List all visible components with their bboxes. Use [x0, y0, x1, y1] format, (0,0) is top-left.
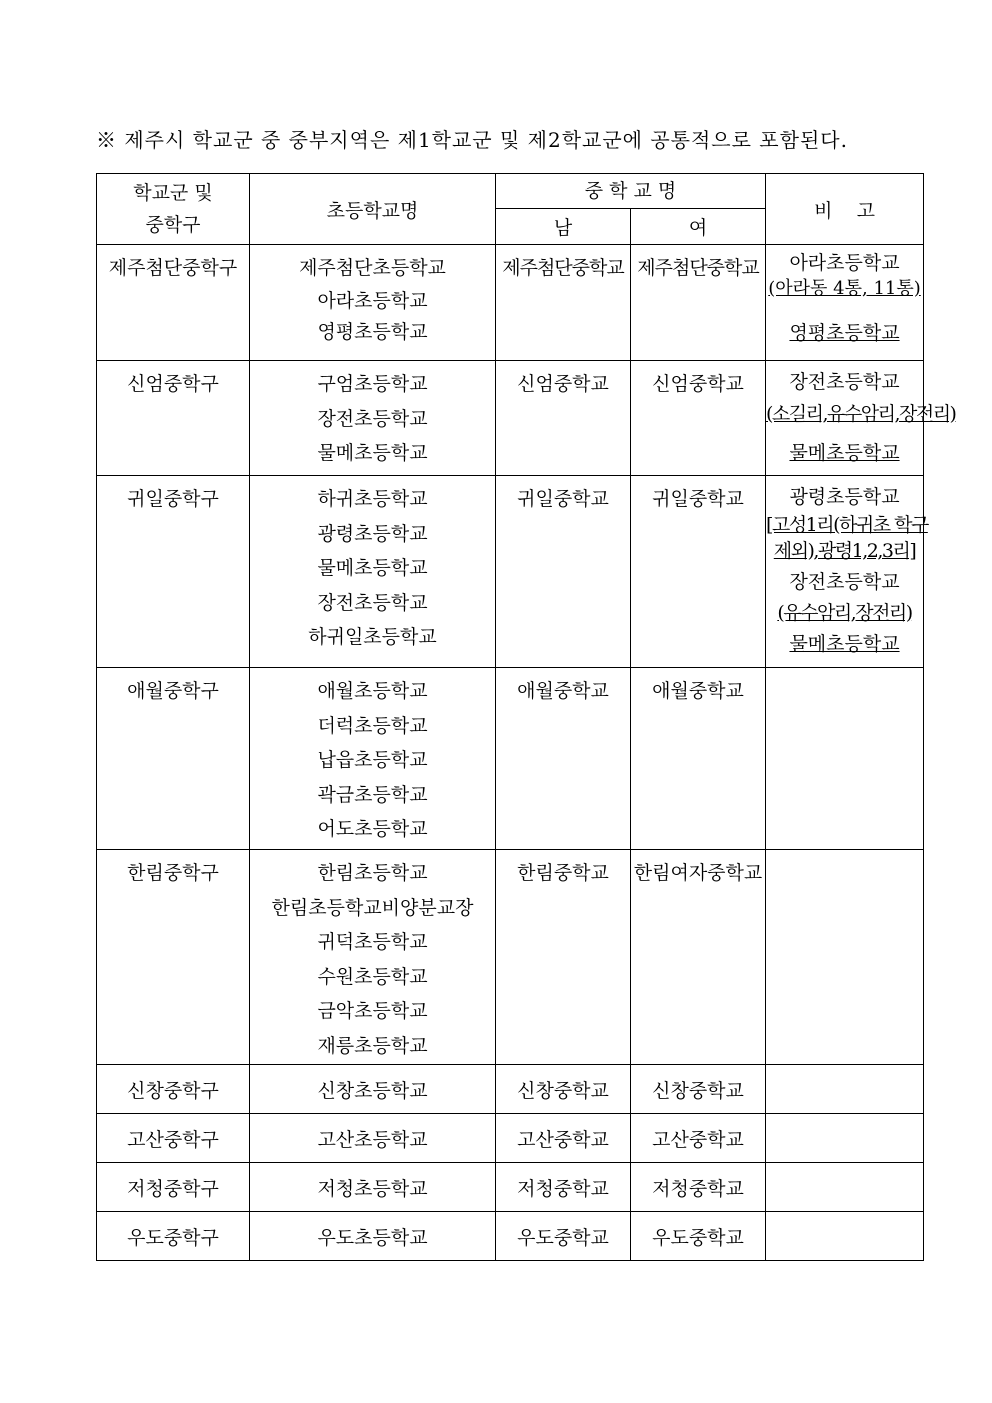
- remarks-cell: [766, 1065, 924, 1114]
- district-cell: 신창중학구: [97, 1065, 250, 1114]
- header-boys: 남: [496, 209, 631, 245]
- girls-school-cell: 신창중학교: [631, 1065, 766, 1114]
- remarks-cell: 광령초등학교 [고성1리(하귀초 학구 제외),광령1,2,3리] 장전초등학교 (유수암리,장전리) 물메초등학교: [766, 476, 924, 668]
- table-row: [97, 476, 924, 668]
- header-remarks: 비 고: [766, 174, 924, 245]
- boys-school-cell: 신엄중학교: [496, 361, 631, 476]
- header-elementary: 초등학교명: [250, 174, 496, 245]
- table-row: [97, 245, 924, 361]
- table-row: [97, 1163, 924, 1212]
- boys-school-cell: 애월중학교: [496, 668, 631, 850]
- boys-school-cell: 고산중학교: [496, 1114, 631, 1163]
- district-cell: 제주첨단중학구: [97, 245, 250, 361]
- elementary-cell: 저청초등학교: [250, 1163, 496, 1212]
- table-note: ※ 제주시 학교군 중 중부지역은 제1학교군 및 제2학교군에 공통적으로 포함된다.: [96, 128, 848, 152]
- boys-school-cell: 제주첨단중학교: [496, 245, 631, 361]
- table-row: [97, 1065, 924, 1114]
- table-row: [97, 361, 924, 476]
- district-cell: 신엄중학구: [97, 361, 250, 476]
- elementary-cell: 우도초등학교: [250, 1212, 496, 1261]
- remarks-cell: [766, 668, 924, 850]
- remarks-cell: [766, 1114, 924, 1163]
- girls-school-cell: 애월중학교: [631, 668, 766, 850]
- header-district-line2: 중학구: [145, 214, 201, 236]
- girls-school-cell: 제주첨단중학교: [631, 245, 766, 361]
- district-cell: 저청중학구: [97, 1163, 250, 1212]
- girls-school-cell: 귀일중학교: [631, 476, 766, 668]
- remarks-cell: [766, 850, 924, 1065]
- girls-school-cell: 신엄중학교: [631, 361, 766, 476]
- table-row: [97, 668, 924, 850]
- header-girls: 여: [631, 209, 766, 245]
- girls-school-cell: 고산중학교: [631, 1114, 766, 1163]
- girls-school-cell: 저청중학교: [631, 1163, 766, 1212]
- elementary-cell: 제주첨단초등학교 아라초등학교 영평초등학교: [250, 245, 496, 361]
- header-district-line1: 학교군 및: [133, 182, 213, 204]
- boys-school-cell: 우도중학교: [496, 1212, 631, 1261]
- elementary-cell: 구엄초등학교 장전초등학교 물메초등학교: [250, 361, 496, 476]
- table-row: [97, 1212, 924, 1261]
- district-cell: 고산중학구: [97, 1114, 250, 1163]
- district-cell: 우도중학구: [97, 1212, 250, 1261]
- district-cell: 귀일중학구: [97, 476, 250, 668]
- elementary-cell: 신창초등학교: [250, 1065, 496, 1114]
- table-row: [97, 850, 924, 1065]
- header-district: [97, 174, 250, 245]
- school-district-table: [96, 173, 956, 1261]
- header-middle-school-group: 중 학 교 명: [496, 174, 766, 209]
- boys-school-cell: 한림중학교: [496, 850, 631, 1065]
- district-cell: 애월중학구: [97, 668, 250, 850]
- remarks-cell: 장전초등학교 (소길리,유수암리,장전리) 물메초등학교: [766, 361, 924, 476]
- boys-school-cell: 저청중학교: [496, 1163, 631, 1212]
- elementary-cell: 애월초등학교 더럭초등학교 납읍초등학교 곽금초등학교 어도초등학교: [250, 668, 496, 850]
- table-row: [97, 1114, 924, 1163]
- boys-school-cell: 신창중학교: [496, 1065, 631, 1114]
- boys-school-cell: 귀일중학교: [496, 476, 631, 668]
- remarks-cell: [766, 1212, 924, 1261]
- elementary-cell: 한림초등학교 한림초등학교비양분교장 귀덕초등학교 수원초등학교 금악초등학교 재릉초등학교: [250, 850, 496, 1065]
- girls-school-cell: 우도중학교: [631, 1212, 766, 1261]
- elementary-cell: 고산초등학교: [250, 1114, 496, 1163]
- remarks-cell: 아라초등학교 (아라동 4통, 11통) 영평초등학교: [766, 245, 924, 361]
- district-cell: 한림중학구: [97, 850, 250, 1065]
- girls-school-cell: 한림여자중학교: [631, 850, 766, 1065]
- elementary-cell: 하귀초등학교 광령초등학교 물메초등학교 장전초등학교 하귀일초등학교: [250, 476, 496, 668]
- remarks-cell: [766, 1163, 924, 1212]
